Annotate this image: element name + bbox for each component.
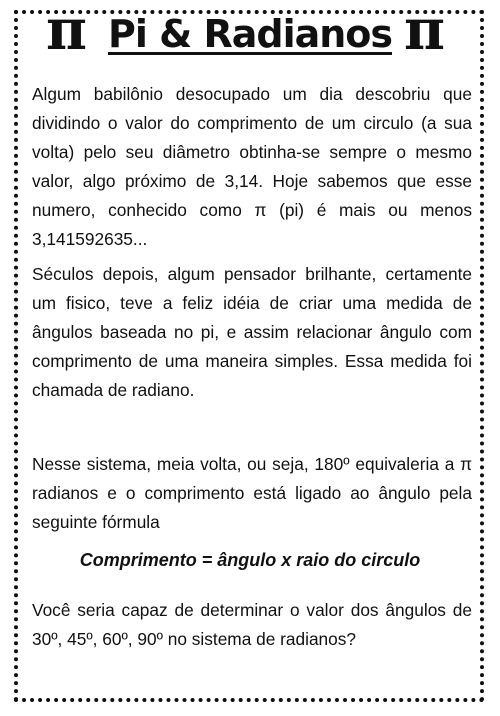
paragraph-half-turn: Nesse sistema, meia volta, ou seja, 180º equivaleria a π radianos e o comprimento está ligado ao ângulo pela seguinte fórmula xyxy=(32,454,472,532)
paragraph-radian-origin: Séculos depois, algum pensador brilhante, certamente um fisico, teve a feliz idéia de criar uma medida de ângulos baseada no pi, e assim relacionar ângulo com comprimento de uma maneira simples. Essa medida foi chamada de radiano. xyxy=(32,264,472,400)
paragraph-babylonian: Algum babilônio desocupado um dia descobriu que dividindo o valor do comprimento de um circulo (a sua volta) pelo seu diâmetro obtinha-se sempre o mesmo valor, algo próximo de 3,14. Hoje sabemos que esse numero, conhecido como π (pi) é mais ou menos 3,141592635... xyxy=(32,84,472,249)
pi-symbol-right: π xyxy=(404,0,445,63)
paragraph-question: Você seria capaz de determinar o valor dos ângulos de 30º, 45º, 60º, 90º no sistema de radianos? xyxy=(32,600,472,649)
page-title-text: Pi & Radianos xyxy=(107,12,393,56)
formula: Comprimento = ângulo x raio do circulo xyxy=(79,550,421,570)
pi-symbol-left: π xyxy=(46,0,87,63)
